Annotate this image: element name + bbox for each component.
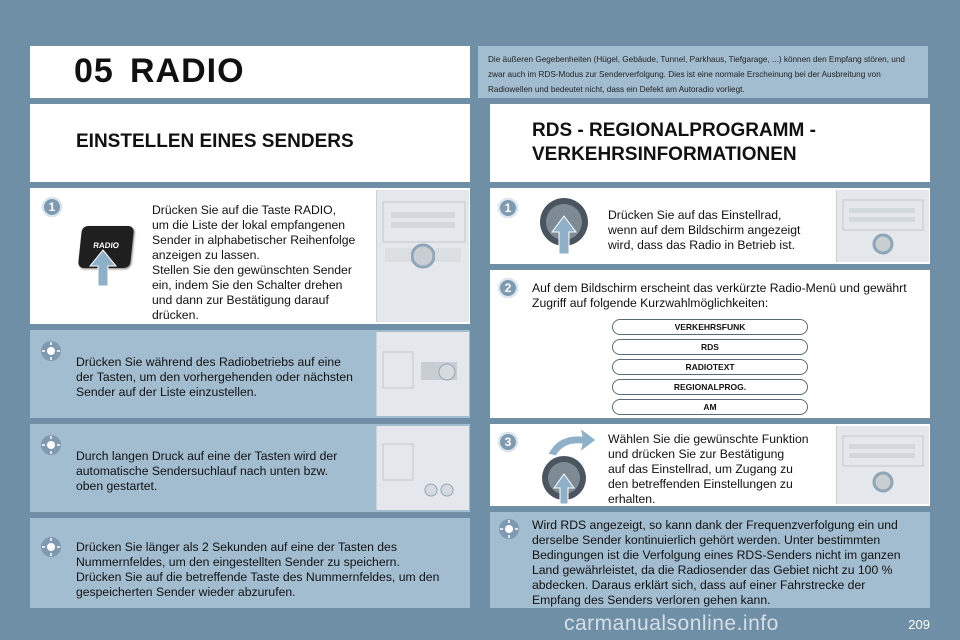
menu-item-regionalprog[interactable]: REGIONALPROG. bbox=[612, 379, 808, 395]
right-section-title-line2: VERKEHRSINFORMATIONEN bbox=[532, 144, 797, 165]
right-section-title-line1: RDS - REGIONALPROGRAMM - bbox=[532, 120, 816, 141]
header-note: Die äußeren Gegebenheiten (Hügel, Gebäude, Tunnel, Parkhaus, Tiefgarage, ...) können den Empfang stören, und zwar auch im RDS-Modus zur Senderverfolgung. Dies ist eine normale Erscheinung bei der Ausbreitung von Radiowellen und bedeutet nicht, dass ein Defekt am Autoradio vorliegt. bbox=[488, 55, 905, 94]
right-step1-text: Drücken Sie auf das Einstellrad, wenn auf dem Bildschirm angezeigt wird, dass das Radio in Betrieb ist. bbox=[608, 208, 801, 252]
rotate-dial-icon bbox=[538, 426, 600, 506]
step-badge: 1 bbox=[42, 197, 62, 217]
menu-item-verkehrsfunk[interactable]: VERKEHRSFUNK bbox=[612, 319, 808, 335]
menu-item-radiotext[interactable]: RADIOTEXT bbox=[612, 359, 808, 375]
left-tip3-text: Drücken Sie länger als 2 Sekunden auf eine der Tasten des Nummernfeldes, um den eingestellten Sender zu speichern. Drücken Sie auf die betreffende Taste des Nummernfeldes, um den gespeicherten Sender wieder abzurufen. bbox=[76, 540, 440, 599]
right-step3-text: Wählen Sie die gewünschte Funktion und drücken Sie zur Bestätigung auf das Einstellrad, um Zugang zu den betreffenden Einstellungen zu erhalten. bbox=[608, 432, 809, 506]
chapter-number: 05 bbox=[74, 52, 114, 90]
step-badge: 2 bbox=[498, 278, 518, 298]
radio-panel-image bbox=[376, 426, 469, 510]
info-tip-icon bbox=[40, 434, 62, 456]
radio-panel-image bbox=[376, 332, 469, 416]
menu-item-rds[interactable]: RDS bbox=[612, 339, 808, 355]
press-arrow-icon bbox=[88, 248, 118, 288]
page-number: 209 bbox=[908, 617, 930, 632]
radio-unit-icon bbox=[837, 426, 929, 504]
radio-unit-icon bbox=[377, 332, 469, 416]
menu-item-am[interactable]: AM bbox=[612, 399, 808, 415]
info-tip-icon bbox=[498, 518, 520, 540]
radio-panel-image bbox=[836, 190, 929, 262]
left-section-title: EINSTELLEN EINES SENDERS bbox=[76, 131, 354, 152]
page-title: RADIO bbox=[130, 52, 245, 90]
radio-unit-icon bbox=[377, 426, 469, 510]
right-section-header bbox=[490, 104, 930, 182]
watermark: carmanualsonline.info bbox=[564, 612, 779, 635]
right-step2-text: Auf dem Bildschirm erscheint das verkürzte Radio-Menü und gewährt Zugriff auf folgende Kurzwahlmöglichkeiten: bbox=[532, 281, 907, 310]
left-tip1-text: Drücken Sie während des Radiobetriebs auf eine der Tasten, um den vorhergehenden oder nächsten Sender auf der Liste einzustellen. bbox=[76, 355, 353, 399]
right-tip-text: Wird RDS angezeigt, so kann dank der Frequenzverfolgung ein und derselbe Sender kontinuierlich gehört werden. Unter bestimmten Bedingungen ist die Verfolgung eines RDS-Senders nicht im ganzen Land gewährleistet, da die Radiosender das Gebiet nicht zu 100 % abdecken. Daraus erklärt sich, dass auf einer Fahrstrecke der Empfang des Senders verloren gehen kann. bbox=[532, 518, 901, 607]
step-badge: 1 bbox=[498, 198, 518, 218]
radio-unit-icon bbox=[377, 190, 469, 322]
info-tip-icon bbox=[40, 536, 62, 558]
info-tip-icon bbox=[40, 340, 62, 362]
radio-button-label: RADIO bbox=[92, 241, 120, 250]
radio-unit-icon bbox=[837, 190, 929, 262]
header-note-box bbox=[478, 46, 928, 98]
dial-knob-icon bbox=[538, 196, 592, 258]
step-badge: 3 bbox=[498, 432, 518, 452]
left-tip2-text: Durch langen Druck auf eine der Tasten wird der automatische Sendersuchlauf nach unten bzw. oben gestartet. bbox=[76, 449, 338, 493]
left-step1-text: Drücken Sie auf die Taste RADIO, um die Liste der lokal empfangenen Sender in alphabetischer Reihenfolge anzeigen zu lassen. Stellen Sie den gewünschten Sender ein, indem Sie den Schalter drehen und dann zur Bestätigung darauf drücken. bbox=[152, 203, 356, 322]
radio-panel-image bbox=[376, 190, 469, 322]
radio-panel-image bbox=[836, 426, 929, 504]
